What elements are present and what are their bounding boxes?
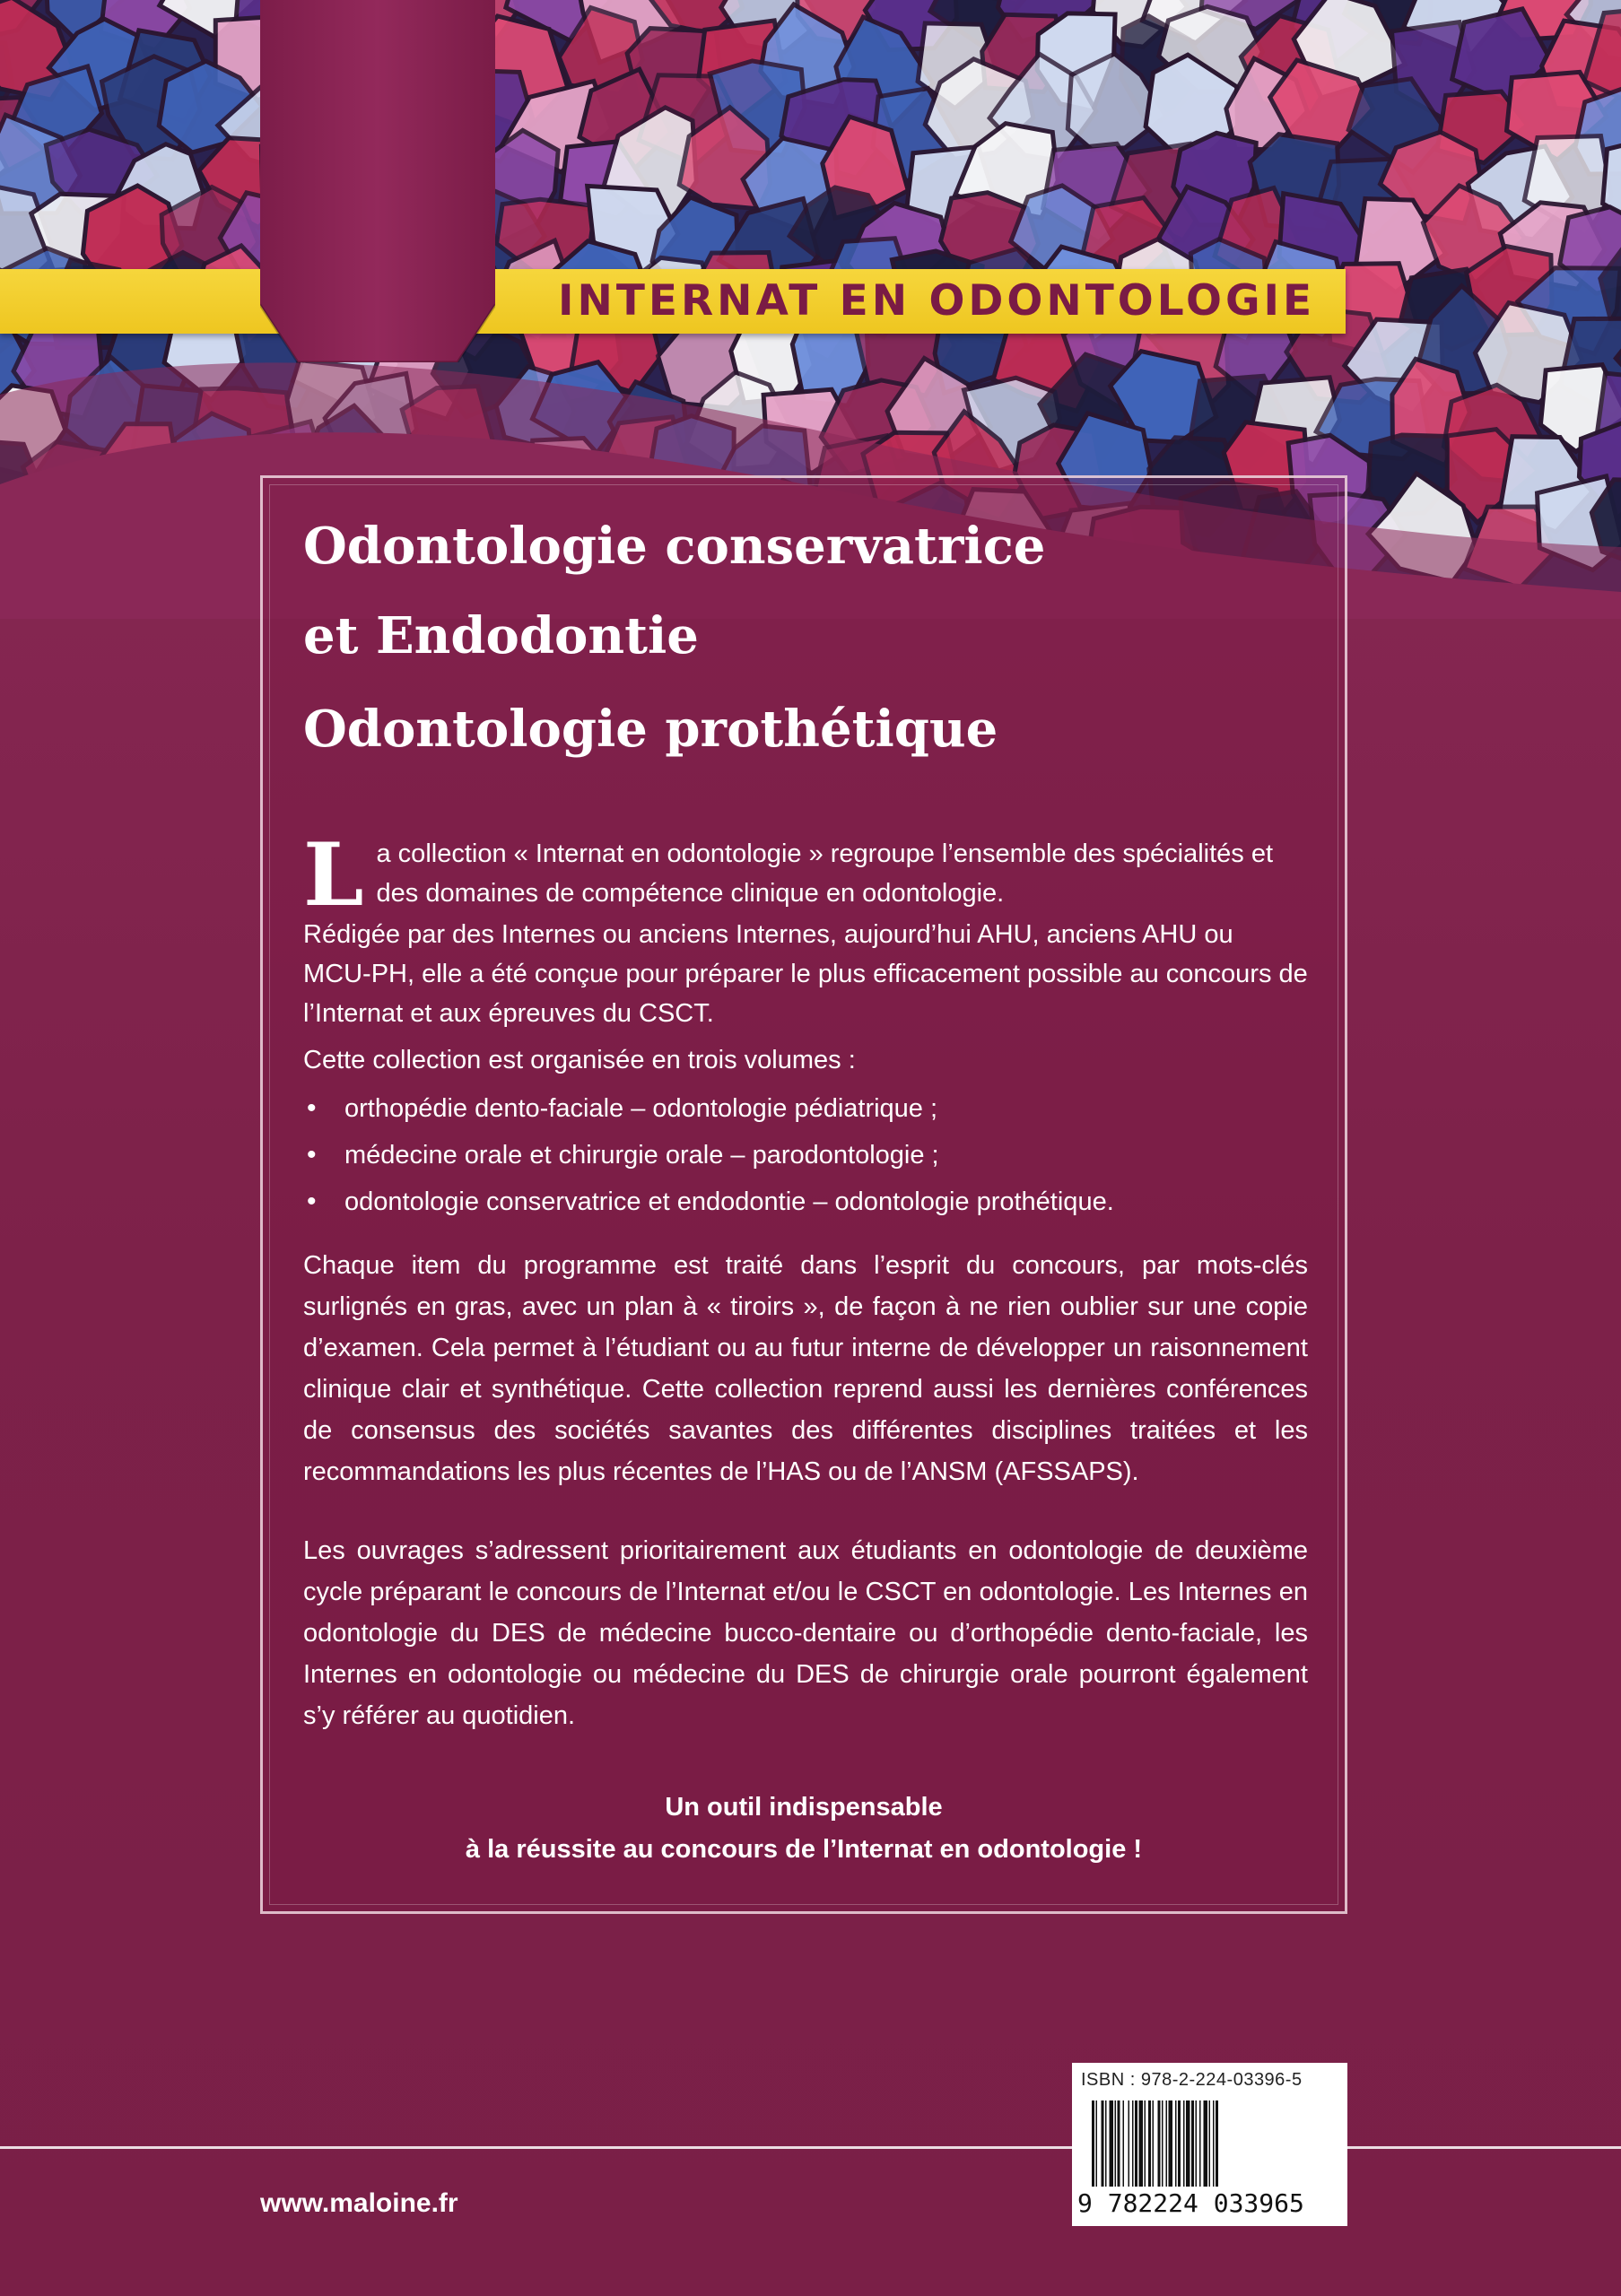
isbn-barcode-box bbox=[1072, 2063, 1347, 2226]
volumes-list bbox=[303, 1085, 1308, 1225]
tagline-line-1: Un outil indispensable bbox=[665, 1793, 943, 1822]
footer-rule bbox=[0, 2146, 1621, 2149]
volume-item: • odontologie conservatrice et endodontie – odontologie prothétique. bbox=[303, 1178, 1308, 1225]
book-title-line-2: et Endodontie bbox=[303, 606, 699, 665]
ribbon-tab bbox=[260, 0, 495, 362]
ean-digits: 9 782224 033965 bbox=[1077, 2188, 1304, 2218]
publisher-website: www.maloine.fr bbox=[260, 2188, 458, 2218]
isbn-label: ISBN : 978-2-224-03396-5 bbox=[1081, 2070, 1303, 2090]
intro-paragraph-2: Rédigée par des Internes ou anciens Internes, aujourd’hui AHU, anciens AHU ou MCU-PH, elle a été conçue pour préparer le plus efficacement possible au concours de l’Internat et aux épreuves du CSCT. bbox=[303, 920, 1308, 1028]
audience-paragraph: Les ouvrages s’adressent prioritairement aux étudiants en odontologie de deuxième cycle préparant le concours de l’Internat et/ou le CSCT en odontologie. Les Internes en odontologie du DES de médecine bucco-dentaire ou d’orthopédie dento-faciale, les Internes en odontologie ou médecine du DES de chirurgie orale pourront également s’y référer au quotidien. bbox=[303, 1536, 1308, 1730]
book-title-line-3: Odontologie prothétique bbox=[303, 700, 998, 759]
drop-cap: L bbox=[303, 824, 364, 926]
volume-item: • médecine orale et chirurgie orale – parodontologie ; bbox=[303, 1132, 1308, 1178]
tagline-line-2: à la réussite au concours de l’Internat en odontologie ! bbox=[465, 1835, 1143, 1864]
intro-text: a collection « Internat en odontologie » regroupe l’ensemble des spécialités et des domaines de compétence clinique en odontologie. bbox=[376, 839, 1274, 908]
book-title-line-1: Odontologie conservatrice bbox=[303, 517, 1046, 576]
volume-item: • orthopédie dento-faciale – odontologie pédiatrique ; bbox=[303, 1085, 1308, 1132]
method-paragraph: Chaque item du programme est traité dans l’esprit du concours, par mots-clés surlignés en gras, avec un plan à « tiroirs », de façon à ne rien oublier sur une copie d’examen. Cela permet à l’étudiant ou au futur interne de développer un raisonnement clinique clair et synthétique. Cette collection reprend aussi les dernières conférences de consensus des sociétés savantes des différentes disciplines traitées et les recommandations les plus récentes de l’HAS ou de l’ANSM (AFSSAPS). bbox=[303, 1251, 1308, 1486]
barcode-icon bbox=[1092, 2100, 1327, 2187]
volumes-heading: Cette collection est organisée en trois volumes : bbox=[303, 1046, 856, 1074]
intro-paragraph bbox=[303, 824, 1308, 926]
series-title: INTERNAT EN ODONTOLOGIE bbox=[558, 276, 1316, 326]
